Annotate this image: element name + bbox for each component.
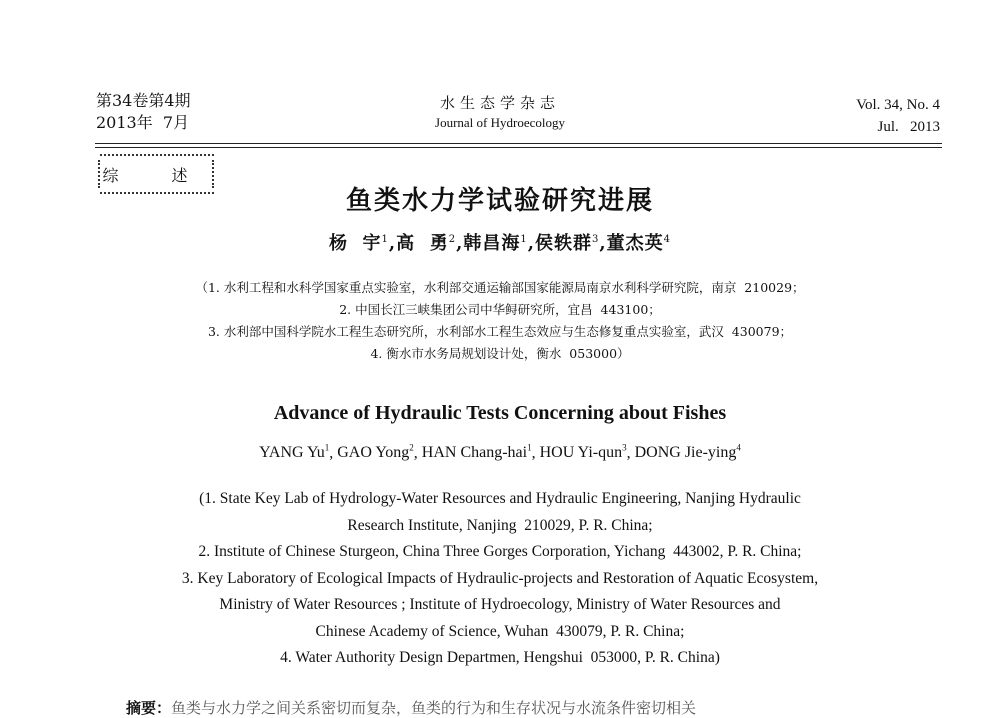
paper-title-cn: 鱼类水力学试验研究进展 bbox=[345, 186, 654, 216]
affiliation-line-cn: 4. 衡水市水务局规划设计处，衡水 053000） bbox=[370, 346, 630, 361]
author-en: GAO Yong$^2$ bbox=[337, 443, 414, 462]
journal-name-cn: 水生态学杂志 bbox=[439, 94, 560, 112]
date-cn: 2013年 7月 bbox=[96, 113, 190, 132]
author-en: HOU Yi-qun$^3$ bbox=[539, 443, 627, 462]
affiliation-line-en: 2. Institute of Chinese Sturgeon, China Three Gorges Corporation, Yichang 443002, P. R. China; bbox=[198, 543, 802, 560]
date-en: Jul. 2013 bbox=[877, 119, 940, 135]
author-cn: 侯轶群$^3$ bbox=[535, 233, 600, 254]
author-list-cn: 杨 宇$^1$,高 勇$^2$,韩昌海$^1$,侯轶群$^3$,董杰英$^4$ bbox=[328, 233, 672, 254]
affiliation-line-en: Research Institute, Nanjing 210029, P. R. China; bbox=[347, 516, 653, 534]
affiliation-line-cn: （1. 水利工程和水科学国家重点实验室，水利部交通运输部国家能源局南京水利科学研究院，南京 210029； bbox=[195, 280, 805, 295]
section-badge-label: 综 述 bbox=[102, 165, 212, 185]
author-list-en: YANG Yu$^1$, GAO Yong$^2$, HAN Chang-hai$^1$, HOU Yi-qun$^3$, DONG Jie-ying$^4$ bbox=[259, 443, 741, 462]
journal-name-en: Journal of Hydroecology bbox=[435, 115, 565, 130]
author-cn: 韩昌海$^1$ bbox=[463, 233, 528, 254]
affiliation-line-en: 4. Water Authority Design Departmen, Hengshui 053000, P. R. China) bbox=[280, 649, 720, 666]
affiliation-line-en: Chinese Academy of Science, Wuhan 430079, P. R. China; bbox=[315, 622, 685, 640]
author-cn: 杨 宇$^1$ bbox=[328, 233, 389, 254]
volume-issue-cn: 第34卷第4期 bbox=[96, 91, 191, 110]
author-en: DONG Jie-ying$^4$ bbox=[634, 443, 741, 462]
volume-issue-en: Vol. 34, No. 4 bbox=[856, 97, 940, 113]
header-rule-thin bbox=[95, 147, 942, 148]
abstract-preview bbox=[126, 697, 986, 718]
affiliation-line-en: Ministry of Water Resources ; Institute of Hydroecology, Ministry of Water Resources and bbox=[219, 596, 781, 613]
journal-issue-en bbox=[856, 94, 940, 138]
author-en: YANG Yu$^1$ bbox=[259, 443, 330, 462]
affiliation-line-en: 3. Key Laboratory of Ecological Impacts of Hydraulic-projects and Restoration of Aquatic Ecosystem, bbox=[181, 569, 819, 587]
abstract-text: 鱼类与水力学之间关系密切而复杂，鱼类的行为和生存状况与水流条件密切相关 bbox=[171, 699, 697, 717]
header-rule-thick bbox=[95, 143, 942, 144]
author-en: HAN Chang-hai$^1$ bbox=[421, 443, 532, 462]
author-cn: 董杰英$^4$ bbox=[606, 233, 672, 254]
affiliation-line-cn: 3. 水利部中国科学院水工程生态研究所，水利部水工程生态效应与生态修复重点实验室，武汉 430079； bbox=[207, 324, 793, 339]
journal-name bbox=[0, 92, 1000, 131]
affiliations-en bbox=[0, 486, 1000, 672]
abstract-label: 摘要： bbox=[126, 699, 172, 717]
affiliation-line-cn: 2. 中国长江三峡集团公司中华鲟研究所，宜昌 443100； bbox=[339, 302, 661, 317]
affiliations-cn bbox=[0, 277, 1000, 365]
author-cn: 高 勇$^2$ bbox=[396, 233, 457, 254]
affiliation-line-en: (1. State Key Lab of Hydrology-Water Resources and Hydraulic Engineering, Nanjing Hydraulic bbox=[199, 490, 801, 507]
paper-title-en: Advance of Hydraulic Tests Concerning about Fishes bbox=[273, 402, 727, 424]
